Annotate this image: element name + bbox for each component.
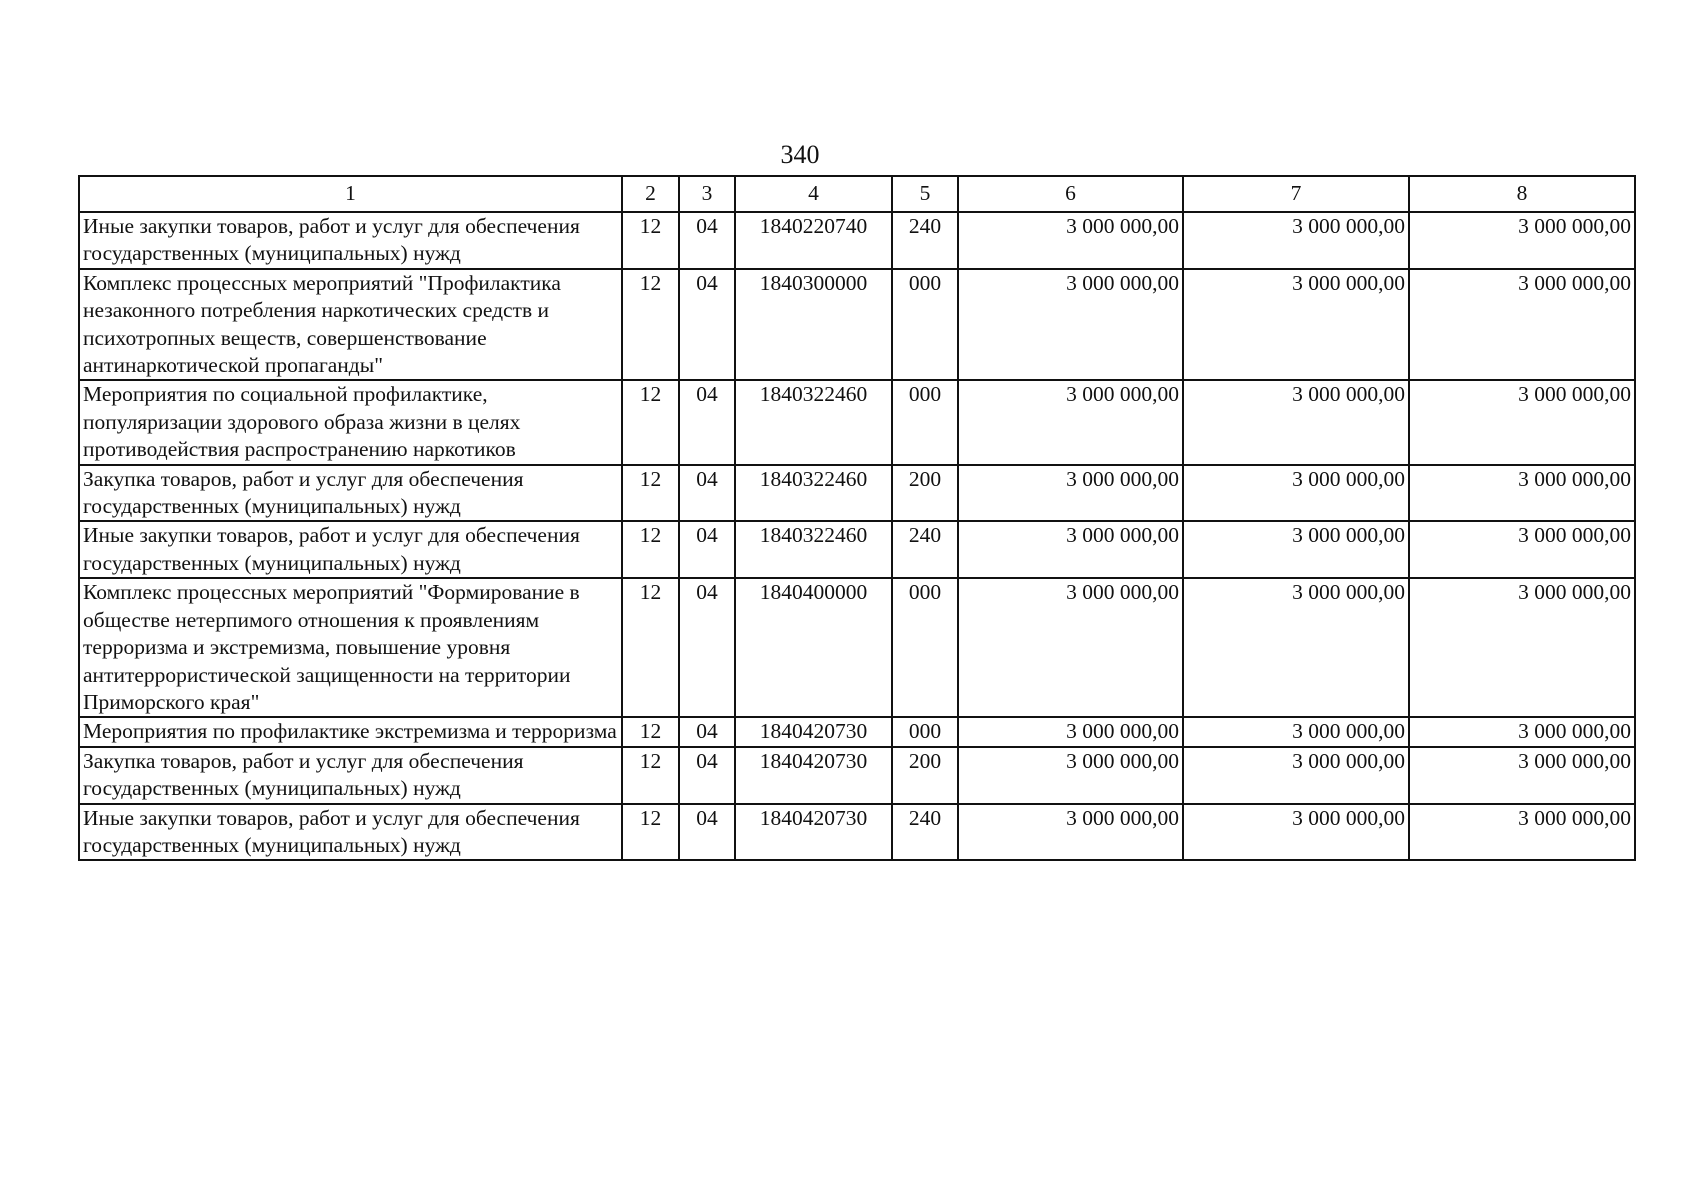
amount-col7-cell: 3 000 000,00	[1183, 380, 1409, 464]
section-cell: 12	[622, 465, 679, 522]
subsection-cell: 04	[679, 804, 735, 861]
table-body	[79, 212, 1635, 860]
row-name-cell: Иные закупки товаров, работ и услуг для обеспечения государственных (муниципальных) нужд	[79, 212, 622, 269]
table-row	[79, 212, 1635, 269]
column-header: 6	[958, 176, 1183, 212]
amount-col8-cell: 3 000 000,00	[1409, 717, 1635, 746]
amount-col7-cell: 3 000 000,00	[1183, 578, 1409, 717]
amount-col7-cell: 3 000 000,00	[1183, 717, 1409, 746]
column-header: 7	[1183, 176, 1409, 212]
target-code-cell: 1840300000	[735, 269, 892, 381]
row-name-cell: Комплекс процессных мероприятий "Профилактика незаконного потребления наркотических средств и психотропных веществ, совершенствование антинаркотической пропаганды"	[79, 269, 622, 381]
subsection-cell: 04	[679, 269, 735, 381]
amount-col7-cell: 3 000 000,00	[1183, 521, 1409, 578]
target-code-cell: 1840322460	[735, 521, 892, 578]
expense-type-cell: 200	[892, 465, 958, 522]
subsection-cell: 04	[679, 465, 735, 522]
row-name-cell: Комплекс процессных мероприятий "Формирование в обществе нетерпимого отношения к проявлениям терроризма и экстремизма, повышение уровня антитеррористической защищенности на территории Приморского края"	[79, 578, 622, 717]
column-header: 3	[679, 176, 735, 212]
amount-col7-cell: 3 000 000,00	[1183, 465, 1409, 522]
table-row	[79, 717, 1635, 746]
amount-col8-cell: 3 000 000,00	[1409, 380, 1635, 464]
section-cell: 12	[622, 380, 679, 464]
amount-col7-cell: 3 000 000,00	[1183, 212, 1409, 269]
amount-col8-cell: 3 000 000,00	[1409, 465, 1635, 522]
page-number: 340	[780, 140, 820, 169]
section-cell: 12	[622, 747, 679, 804]
amount-col6-cell: 3 000 000,00	[958, 747, 1183, 804]
row-name-cell: Иные закупки товаров, работ и услуг для обеспечения государственных (муниципальных) нужд	[79, 521, 622, 578]
column-header: 8	[1409, 176, 1635, 212]
subsection-cell: 04	[679, 212, 735, 269]
section-cell: 12	[622, 521, 679, 578]
row-name-cell: Мероприятия по социальной профилактике, популяризации здорового образа жизни в целях противодействия распространению наркотиков	[79, 380, 622, 464]
row-name-cell: Иные закупки товаров, работ и услуг для обеспечения государственных (муниципальных) нужд	[79, 804, 622, 861]
row-name-cell: Закупка товаров, работ и услуг для обеспечения государственных (муниципальных) нужд	[79, 747, 622, 804]
table-row	[79, 747, 1635, 804]
expense-type-cell: 200	[892, 747, 958, 804]
amount-col8-cell: 3 000 000,00	[1409, 521, 1635, 578]
amount-col8-cell: 3 000 000,00	[1409, 578, 1635, 717]
row-name-cell: Закупка товаров, работ и услуг для обеспечения государственных (муниципальных) нужд	[79, 465, 622, 522]
amount-col8-cell: 3 000 000,00	[1409, 804, 1635, 861]
amount-col6-cell: 3 000 000,00	[958, 521, 1183, 578]
section-cell: 12	[622, 578, 679, 717]
subsection-cell: 04	[679, 521, 735, 578]
column-header: 4	[735, 176, 892, 212]
expense-type-cell: 240	[892, 212, 958, 269]
amount-col7-cell: 3 000 000,00	[1183, 747, 1409, 804]
expense-type-cell: 240	[892, 521, 958, 578]
amount-col6-cell: 3 000 000,00	[958, 269, 1183, 381]
subsection-cell: 04	[679, 747, 735, 804]
subsection-cell: 04	[679, 578, 735, 717]
target-code-cell: 1840322460	[735, 465, 892, 522]
section-cell: 12	[622, 212, 679, 269]
subsection-cell: 04	[679, 717, 735, 746]
amount-col6-cell: 3 000 000,00	[958, 380, 1183, 464]
section-cell: 12	[622, 804, 679, 861]
amount-col6-cell: 3 000 000,00	[958, 717, 1183, 746]
amount-col8-cell: 3 000 000,00	[1409, 747, 1635, 804]
table-row	[79, 465, 1635, 522]
target-code-cell: 1840420730	[735, 717, 892, 746]
amount-col8-cell: 3 000 000,00	[1409, 212, 1635, 269]
expense-type-cell: 000	[892, 380, 958, 464]
section-cell: 12	[622, 717, 679, 746]
expense-type-cell: 240	[892, 804, 958, 861]
section-cell: 12	[622, 269, 679, 381]
table-row	[79, 380, 1635, 464]
target-code-cell: 1840420730	[735, 747, 892, 804]
table-row	[79, 269, 1635, 381]
expense-type-cell: 000	[892, 578, 958, 717]
table-row	[79, 804, 1635, 861]
column-header: 1	[79, 176, 622, 212]
column-header: 5	[892, 176, 958, 212]
table-row	[79, 521, 1635, 578]
expense-type-cell: 000	[892, 717, 958, 746]
amount-col6-cell: 3 000 000,00	[958, 804, 1183, 861]
table-row	[79, 578, 1635, 717]
header-row	[79, 176, 1635, 212]
amount-col6-cell: 3 000 000,00	[958, 465, 1183, 522]
expense-type-cell: 000	[892, 269, 958, 381]
amount-col6-cell: 3 000 000,00	[958, 212, 1183, 269]
target-code-cell: 1840322460	[735, 380, 892, 464]
row-name-cell: Мероприятия по профилактике экстремизма и терроризма	[79, 717, 622, 746]
target-code-cell: 1840220740	[735, 212, 892, 269]
amount-col7-cell: 3 000 000,00	[1183, 804, 1409, 861]
amount-col7-cell: 3 000 000,00	[1183, 269, 1409, 381]
amount-col6-cell: 3 000 000,00	[958, 578, 1183, 717]
budget-table	[78, 175, 1636, 861]
column-header: 2	[622, 176, 679, 212]
subsection-cell: 04	[679, 380, 735, 464]
amount-col8-cell: 3 000 000,00	[1409, 269, 1635, 381]
target-code-cell: 1840400000	[735, 578, 892, 717]
target-code-cell: 1840420730	[735, 804, 892, 861]
